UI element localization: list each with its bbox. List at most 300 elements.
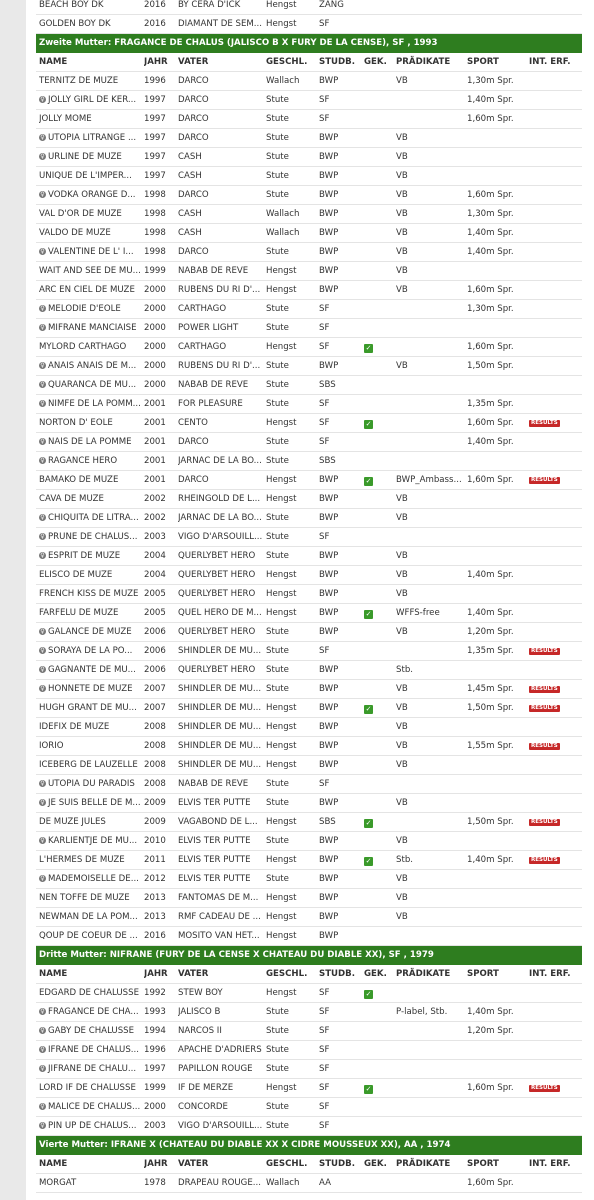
approved-cell (364, 167, 394, 185)
horse-name-cell[interactable] (39, 433, 141, 451)
year-cell: 2008 (144, 722, 166, 732)
approved-cell (364, 1041, 394, 1059)
sire-link[interactable]: RUBENS DU RI D'... (178, 285, 261, 295)
horse-name-cell[interactable] (39, 832, 141, 850)
international-cell (529, 1174, 579, 1192)
predicate-cell (396, 927, 464, 945)
sire-link[interactable]: DIAMANT DE SEM... (178, 19, 263, 29)
results-badge[interactable]: RESULTS (531, 1085, 558, 1091)
horse-name-link[interactable]: FARFELU DE MUZE (39, 608, 119, 618)
horse-name-link[interactable]: UTOPIA DU PARADIS (48, 779, 135, 789)
sire-link[interactable]: SHINDLER DE MU... (178, 722, 262, 732)
year-cell: 1997 (144, 133, 166, 143)
studbook-cell: SF (319, 95, 330, 105)
table-row (36, 300, 582, 319)
horse-name-link[interactable]: ARC EN CIEL DE MUZE (39, 285, 135, 295)
horse-name-cell[interactable] (39, 357, 141, 375)
sire-link[interactable]: CARTHAGO (178, 342, 227, 352)
female-icon: ♀ (40, 1027, 45, 1034)
sire-link[interactable]: CARTHAGO (178, 304, 227, 314)
horse-name-link[interactable]: HONNETE DE MUZE (48, 684, 133, 694)
horse-name-cell[interactable] (39, 338, 141, 356)
table-row (36, 585, 582, 604)
horse-name-cell[interactable] (39, 566, 141, 584)
studbook-cell: SBS (319, 817, 336, 827)
sire-link[interactable]: DARCO (178, 76, 209, 86)
column-header-name: NAME (39, 57, 68, 67)
horse-name-link[interactable]: MALICE DE CHALUS... (48, 1102, 141, 1112)
year-cell: 2006 (144, 627, 166, 637)
table-row (36, 15, 582, 34)
horse-name-cell[interactable] (39, 300, 141, 318)
international-cell (529, 300, 579, 318)
results-badge[interactable]: RESULTS (531, 686, 558, 692)
studbook-cell: BWP (319, 912, 339, 922)
approved-cell (364, 452, 394, 470)
year-cell: 2001 (144, 399, 166, 409)
horse-name-link[interactable]: HUGH GRANT DE MU... (39, 703, 137, 713)
sire-link[interactable]: DRAPEAU ROUGE... (178, 1178, 261, 1188)
female-icon: ♀ (40, 666, 45, 673)
horse-name-link[interactable]: ELISCO DE MUZE (39, 570, 113, 580)
predicate-cell: VB (396, 836, 408, 846)
sire-link[interactable]: SHINDLER DE MU... (178, 703, 262, 713)
sire-link[interactable]: QUERLYBET HERO (178, 627, 256, 637)
sire-link[interactable]: SHINDLER DE MU... (178, 760, 262, 770)
international-cell (529, 433, 579, 451)
sire-link[interactable]: ELVIS TER PUTTE (178, 798, 251, 808)
horse-name-cell[interactable] (39, 148, 141, 166)
horse-name-cell[interactable] (39, 604, 141, 622)
horse-name-link[interactable]: ICEBERG DE LAUZELLE (39, 760, 138, 770)
sex-cell: Stute (266, 152, 289, 162)
studbook-cell: BWP (319, 247, 339, 257)
results-badge[interactable]: RESULTS (531, 420, 558, 426)
year-cell: 2009 (144, 817, 166, 827)
horse-name-link[interactable]: GALANCE DE MUZE (48, 627, 132, 637)
horse-name-link[interactable]: IDEFIX DE MUZE (39, 722, 110, 732)
year-cell: 2007 (144, 703, 166, 713)
sire-link[interactable]: DARCO (178, 190, 209, 200)
horse-name-link[interactable]: BAMAKO DE MUZE (39, 475, 119, 485)
horse-name-link[interactable]: CAVA DE MUZE (39, 494, 104, 504)
sire-link[interactable]: QUERLYBET HERO (178, 665, 256, 675)
sire-link[interactable]: DARCO (178, 133, 209, 143)
horse-name-link[interactable]: EDGARD DE CHALUSSE (39, 988, 140, 998)
table-row (36, 737, 582, 756)
horse-name-link[interactable]: GABY DE CHALUSSE (48, 1026, 135, 1036)
sire-link[interactable]: SHINDLER DE MU... (178, 646, 262, 656)
sex-cell: Hengst (266, 0, 297, 10)
horse-name-link[interactable]: IORIO (39, 741, 64, 751)
sire-link[interactable]: QUERLYBET HERO (178, 570, 256, 580)
sire-link[interactable]: FANTOMAS DE M... (178, 893, 259, 903)
international-cell (529, 452, 579, 470)
horse-name-link[interactable]: UNIQUE DE L'IMPER... (39, 171, 132, 181)
sire-link[interactable]: PAPILLON ROUGE (178, 1064, 253, 1074)
approved-cell (364, 1003, 394, 1021)
horse-name-cell[interactable] (39, 167, 141, 185)
sport-cell (467, 585, 527, 603)
horse-name-cell[interactable] (39, 718, 141, 736)
approved-cell (364, 661, 394, 679)
international-cell (529, 547, 579, 565)
horse-name-link[interactable]: MORGAT (39, 1178, 77, 1188)
horse-name-link[interactable]: VALDO DE MUZE (39, 228, 111, 238)
sex-cell: Hengst (266, 722, 297, 732)
checkmark-icon: ✓ (365, 477, 372, 485)
sire-link[interactable]: DARCO (178, 475, 209, 485)
year-cell: 2000 (144, 380, 166, 390)
international-cell (529, 509, 579, 527)
approved-cell (364, 262, 394, 280)
sex-cell: Stute (266, 1102, 289, 1112)
approved-cell (364, 338, 394, 356)
horse-name-cell[interactable] (39, 794, 141, 812)
table-row (36, 642, 582, 661)
horse-name-cell[interactable] (39, 452, 141, 470)
horse-name-cell[interactable] (39, 91, 141, 109)
sire-link[interactable]: POWER LIGHT (178, 323, 239, 333)
international-cell (529, 1117, 579, 1135)
sport-cell: 1,40m Spr. (467, 570, 514, 580)
sire-link[interactable]: VAGABOND DE L... (178, 817, 258, 827)
results-badge[interactable]: RESULTS (531, 819, 558, 825)
horse-name-cell[interactable] (39, 851, 141, 869)
column-header-geschl: GESCHL. (266, 969, 308, 979)
horse-name-link[interactable]: MYLORD CARTHAGO (39, 342, 127, 352)
horse-name-link[interactable]: FRAGANCE DE CHA... (48, 1007, 139, 1017)
horse-name-cell[interactable] (39, 319, 141, 337)
checkmark-icon: ✓ (365, 819, 372, 827)
sire-link[interactable]: DARCO (178, 247, 209, 257)
sire-link[interactable]: VIGO D'ARSOUILL... (178, 1121, 263, 1131)
table-row (36, 1174, 582, 1193)
sport-cell (467, 718, 527, 736)
year-cell: 2001 (144, 437, 166, 447)
predicate-cell: Stb. (396, 855, 414, 865)
sire-link[interactable]: RUBENS DU RI D'... (178, 361, 261, 371)
horse-name-cell[interactable] (39, 186, 141, 204)
approved-cell (364, 72, 394, 90)
studbook-cell: ZANG (319, 0, 344, 10)
horse-name-link[interactable]: PIN UP DE CHALUS... (48, 1121, 137, 1131)
studbook-cell: BWP (319, 893, 339, 903)
horse-name-cell[interactable] (39, 224, 141, 242)
horse-name-link[interactable]: NORTON D' EOLE (39, 418, 113, 428)
horse-name-cell[interactable] (39, 528, 141, 546)
sex-cell: Stute (266, 399, 289, 409)
sire-link[interactable]: BY CERA D'ICK (178, 0, 241, 10)
horse-name-cell[interactable] (39, 737, 141, 755)
horse-name-link[interactable]: VAL D'OR DE MUZE (39, 209, 122, 219)
sire-link[interactable]: JALISCO B (178, 1007, 221, 1017)
approved-cell (364, 281, 394, 299)
sire-link[interactable]: ELVIS TER PUTTE (178, 836, 251, 846)
sex-cell: Hengst (266, 988, 297, 998)
sire-link[interactable]: DARCO (178, 95, 209, 105)
horse-name-link[interactable]: TERNITZ DE MUZE (39, 76, 119, 86)
horse-name-link[interactable]: MIFRANE MANCIAISE (48, 323, 137, 333)
horse-name-link[interactable]: L'HERMES DE MUZE (39, 855, 125, 865)
results-badge[interactable]: RESULTS (531, 648, 558, 654)
approved-cell (364, 91, 394, 109)
table-header (36, 1155, 582, 1174)
horse-name-link[interactable]: MADEMOISELLE DE... (48, 874, 139, 884)
column-header-jahr: JAHR (144, 57, 168, 67)
horse-name-link[interactable]: SORAYA DE LA PO... (48, 646, 133, 656)
horse-name-link[interactable]: KARLIENTJE DE MU... (48, 836, 138, 846)
studbook-cell: SF (319, 1045, 330, 1055)
predicate-cell: VB (396, 760, 408, 770)
horse-name-cell[interactable] (39, 623, 141, 641)
horse-name-link[interactable]: FRENCH KISS DE MUZE (39, 589, 139, 599)
year-cell: 1996 (144, 76, 166, 86)
horse-name-cell[interactable] (39, 984, 141, 1002)
horse-name-cell[interactable] (39, 490, 141, 508)
sire-link[interactable]: CONCORDE (178, 1102, 228, 1112)
year-cell: 2012 (144, 874, 166, 884)
horse-name-cell[interactable] (39, 110, 141, 128)
horse-name-link[interactable]: ESPRIT DE MUZE (48, 551, 121, 561)
horse-name-link[interactable]: BEACH BOY DK (39, 0, 104, 10)
studbook-cell: BWP (319, 836, 339, 846)
horse-name-cell[interactable] (39, 661, 141, 679)
sport-cell: 1,60m Spr. (467, 285, 514, 295)
sex-cell: Stute (266, 646, 289, 656)
sire-link[interactable]: MOSITO VAN HET... (178, 931, 260, 941)
horse-name-cell[interactable] (39, 281, 141, 299)
results-badge[interactable]: RESULTS (531, 477, 558, 483)
sire-link[interactable]: QUEL HERO DE M... (178, 608, 262, 618)
studbook-cell: BWP (319, 133, 339, 143)
international-cell (529, 205, 579, 223)
horse-name-link[interactable]: RAGANCE HERO (48, 456, 118, 466)
table-row (36, 1022, 582, 1041)
sire-link[interactable]: JARNAC DE LA BO... (178, 456, 262, 466)
sire-link[interactable]: QUERLYBET HERO (178, 551, 256, 561)
sport-cell (467, 870, 527, 888)
horse-name-cell[interactable] (39, 870, 141, 888)
horse-name-link[interactable]: ANAIS ANAIS DE M... (48, 361, 137, 371)
checkmark-icon: ✓ (365, 1085, 372, 1093)
horse-name-cell[interactable] (39, 756, 141, 774)
international-cell (529, 642, 579, 660)
international-cell (529, 471, 579, 489)
approved-cell (364, 357, 394, 375)
horse-name-cell[interactable] (39, 1117, 141, 1135)
horse-name-cell[interactable] (39, 1060, 141, 1078)
studbook-cell: BWP (319, 228, 339, 238)
predicate-cell (396, 338, 464, 356)
sire-link[interactable]: CASH (178, 152, 202, 162)
horse-name-link[interactable]: NEN TOFFE DE MUZE (39, 893, 130, 903)
international-cell (529, 72, 579, 90)
column-header-geschl: GESCHL. (266, 57, 308, 67)
predicate-cell (396, 813, 464, 831)
horse-name-cell[interactable] (39, 1174, 141, 1192)
sport-cell (467, 832, 527, 850)
horse-name-cell[interactable] (39, 813, 141, 831)
sex-cell: Stute (266, 456, 289, 466)
sex-cell: Stute (266, 437, 289, 447)
horse-name-link[interactable]: VODKA ORANGE D... (48, 190, 136, 200)
horse-name-link[interactable]: CHIQUITA DE LITRA... (48, 513, 139, 523)
studbook-cell: BWP (319, 152, 339, 162)
year-cell: 2001 (144, 456, 166, 466)
sire-link[interactable]: VIGO D'ARSOUILL... (178, 532, 263, 542)
sire-link[interactable]: CENTO (178, 418, 208, 428)
predicate-cell: VB (396, 570, 408, 580)
results-badge[interactable]: RESULTS (531, 705, 558, 711)
studbook-cell: BWP (319, 570, 339, 580)
sire-link[interactable]: CASH (178, 228, 202, 238)
column-header-pred: PRÄDIKATE (396, 969, 451, 979)
sire-link[interactable]: CASH (178, 171, 202, 181)
horse-name-link[interactable]: NAIS DE LA POMME (48, 437, 132, 447)
horse-name-link[interactable]: JE SUIS BELLE DE M... (48, 798, 141, 808)
sire-link[interactable]: SHINDLER DE MU... (178, 684, 262, 694)
international-cell (529, 813, 579, 831)
horse-name-cell[interactable] (39, 395, 141, 413)
sire-link[interactable]: SHINDLER DE MU... (178, 741, 262, 751)
horse-name-link[interactable]: URLINE DE MUZE (48, 152, 122, 162)
sire-link[interactable]: NABAB DE REVE (178, 779, 249, 789)
horse-name-link[interactable]: UTOPIA LITRANGE ... (48, 133, 137, 143)
year-cell: 2016 (144, 19, 166, 29)
sex-cell: Wallach (266, 1178, 300, 1188)
horse-name-link[interactable]: QOUP DE COEUR DE ... (39, 931, 138, 941)
year-cell: 2013 (144, 912, 166, 922)
horse-name-link[interactable]: NIMFE DE LA POMM... (48, 399, 141, 409)
sport-cell (467, 0, 527, 14)
sex-cell: Stute (266, 171, 289, 181)
horse-name-cell[interactable] (39, 205, 141, 223)
horse-name-link[interactable]: JOLLY GIRL DE KER... (48, 95, 137, 105)
horse-name-cell[interactable] (39, 585, 141, 603)
sport-cell (467, 889, 527, 907)
horse-name-cell[interactable] (39, 0, 141, 14)
column-header-sport: SPORT (467, 1159, 499, 1169)
horse-name-link[interactable]: NEWMAN DE LA POM... (39, 912, 138, 922)
horse-name-cell[interactable] (39, 243, 141, 261)
horse-name-link[interactable]: GOLDEN BOY DK (39, 19, 111, 29)
horse-name-cell[interactable] (39, 699, 141, 717)
horse-name-link[interactable]: IFRANE DE CHALUS... (48, 1045, 139, 1055)
horse-name-cell[interactable] (39, 927, 141, 945)
horse-name-link[interactable]: PRUNE DE CHALUS... (48, 532, 138, 542)
predicate-cell: VB (396, 684, 408, 694)
sire-link[interactable]: IF DE MERZE (178, 1083, 234, 1093)
year-cell: 2008 (144, 741, 166, 751)
horse-name-link[interactable]: VALENTINE DE L' I... (48, 247, 134, 257)
table-row (36, 1041, 582, 1060)
international-cell (529, 756, 579, 774)
table-row (36, 661, 582, 680)
sire-link[interactable]: ELVIS TER PUTTE (178, 874, 251, 884)
sex-cell: Hengst (266, 285, 297, 295)
horse-name-link[interactable]: LORD IF DE CHALUSSE (39, 1083, 136, 1093)
results-badge[interactable]: RESULTS (531, 857, 558, 863)
horse-name-cell[interactable] (39, 775, 141, 793)
horse-name-link[interactable]: QUARANCA DE MU... (48, 380, 137, 390)
table-row (36, 243, 582, 262)
horse-name-cell[interactable] (39, 889, 141, 907)
sire-link[interactable]: FOR PLEASURE (178, 399, 243, 409)
horse-name-cell[interactable] (39, 376, 141, 394)
international-cell (529, 1041, 579, 1059)
sire-link[interactable]: DARCO (178, 437, 209, 447)
sire-link[interactable]: APACHE D'ADRIERS (178, 1045, 262, 1055)
horse-name-cell[interactable] (39, 509, 141, 527)
approved-cell (364, 566, 394, 584)
sire-link[interactable]: DARCO (178, 114, 209, 124)
sire-link[interactable]: RMF CADEAU DE ... (178, 912, 261, 922)
horse-name-cell[interactable] (39, 908, 141, 926)
predicate-cell: VB (396, 209, 408, 219)
horse-name-cell[interactable] (39, 1098, 141, 1116)
horse-name-link[interactable]: GAGNANTE DE MU... (48, 665, 136, 675)
sire-link[interactable]: ELVIS TER PUTTE (178, 855, 251, 865)
horse-name-cell[interactable] (39, 15, 141, 33)
horse-name-link[interactable]: DE MUZE JULES (39, 817, 106, 827)
sire-link[interactable]: QUERLYBET HERO (178, 589, 256, 599)
horse-name-link[interactable]: JIFRANE DE CHALU... (48, 1064, 137, 1074)
sire-link[interactable]: NABAB DE REVE (178, 266, 249, 276)
sex-cell: Stute (266, 532, 289, 542)
horse-name-cell[interactable] (39, 1079, 141, 1097)
year-cell: 2001 (144, 418, 166, 428)
predicate-cell (396, 1117, 464, 1135)
sire-link[interactable]: RHEINGOLD DE L... (178, 494, 261, 504)
horse-name-cell[interactable] (39, 1022, 141, 1040)
checkmark-icon: ✓ (365, 610, 372, 618)
column-header-studb: STUDB. (319, 1159, 355, 1169)
horse-name-cell[interactable] (39, 129, 141, 147)
sport-cell: 1,40m Spr. (467, 437, 514, 447)
sex-cell: Stute (266, 1121, 289, 1131)
table-row (36, 680, 582, 699)
horse-name-link[interactable]: JOLLY MOME (39, 114, 92, 124)
studbook-cell: BWP (319, 684, 339, 694)
sire-link[interactable]: STEW BOY (178, 988, 223, 998)
horse-name-cell[interactable] (39, 1041, 141, 1059)
table-row (36, 756, 582, 775)
sire-link[interactable]: CASH (178, 209, 202, 219)
horse-name-cell[interactable] (39, 547, 141, 565)
horse-name-cell[interactable] (39, 414, 141, 432)
horse-name-link[interactable]: WAIT AND SEE DE MU... (39, 266, 141, 276)
studbook-cell: BWP (319, 190, 339, 200)
horse-name-cell[interactable] (39, 72, 141, 90)
horse-name-link[interactable]: MELODIE D'EOLE (48, 304, 121, 314)
year-cell: 1999 (144, 266, 166, 276)
horse-name-cell[interactable] (39, 680, 141, 698)
sire-link[interactable]: NARCOS II (178, 1026, 222, 1036)
horse-name-cell[interactable] (39, 642, 141, 660)
predicate-cell: VB (396, 247, 408, 257)
horse-name-cell[interactable] (39, 1003, 141, 1021)
table-row (36, 1003, 582, 1022)
approved-cell (364, 15, 394, 33)
table-row (36, 338, 582, 357)
results-badge[interactable]: RESULTS (531, 743, 558, 749)
horse-name-cell[interactable] (39, 471, 141, 489)
table-row (36, 433, 582, 452)
horse-name-cell[interactable] (39, 262, 141, 280)
sire-link[interactable]: JARNAC DE LA BO... (178, 513, 262, 523)
sire-link[interactable]: NABAB DE REVE (178, 380, 249, 390)
